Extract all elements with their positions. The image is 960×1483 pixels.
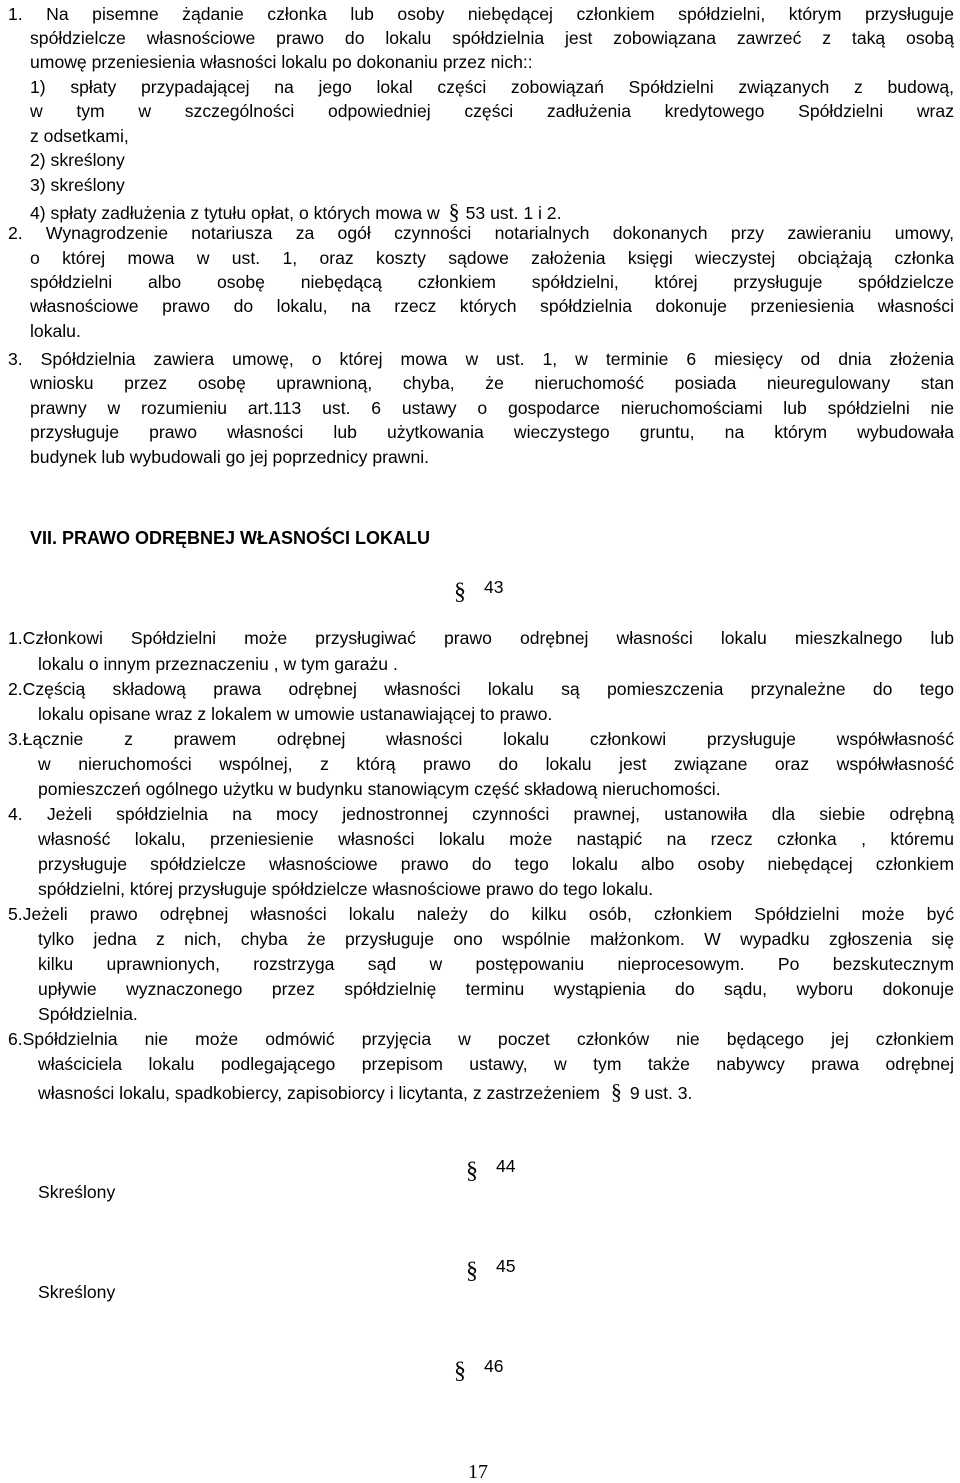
section-sign: § (466, 1158, 478, 1184)
text-line: tylko jedna z nich, chyba że przysługuje ono wspólnie małżonkom. W wypadku zgłoszenia się (38, 931, 954, 949)
text-line: spółdzielni, której przysługuje spółdzielcze własnościowe prawo do tego lokalu. (38, 879, 654, 899)
text-line: w nieruchomości wspólnej, z którą prawo do lokalu jest związane oraz współwłasność (38, 756, 954, 774)
chapter-heading: VII. PRAWO ODRĘBNEJ WŁASNOŚCI LOKALU (30, 528, 431, 548)
text-line: prawny w rozumieniu art.113 ust. 6 ustawy o gospodarce nieruchomościami lub spółdzielni nie (30, 400, 954, 418)
text-line: własność lokalu, przeniesienie własności lokalu może nastąpić na rzecz członka , któremu (38, 831, 954, 849)
text-fragment: 9 ust. 3. (629, 1083, 693, 1103)
text-line: przysługuje spółdzielcze własnościowe prawo do tego lokalu albo osoby niebędącej członkiem (38, 856, 954, 874)
text-line: Spółdzielnia. (38, 1004, 138, 1024)
text-line: 2) skreślony (30, 150, 125, 170)
text-line: 3. Spółdzielnia zawiera umowę, o której mowa w ust. 1, w terminie 6 miesięcy od dnia złożenia (8, 351, 954, 369)
section-sign: § (454, 1358, 466, 1384)
text-line: właściciela lokalu podlegającego przepisom ustawy, w tym także nabywcy prawa odrębnej (38, 1056, 954, 1074)
text-line: z odsetkami, (30, 126, 129, 146)
text-line: 2.Częścią składową prawa odrębnej własności lokalu są pomieszczenia przynależne do tego (8, 681, 954, 699)
text-line: 5.Jeżeli prawo odrębnej własności lokalu należy do kilku osób, członkiem Spółdzielni może być (8, 906, 954, 924)
text-line: umowę przeniesienia własności lokalu po dokonaniu przez nich:: (30, 52, 533, 72)
text-line: własnościowe prawo do lokalu, na rzecz których spółdzielnia dokonuje przeniesienia własności (30, 298, 954, 316)
section-number: 43 (484, 577, 504, 597)
text-line: 4. Jeżeli spółdzielnia na mocy jednostronnej czynności prawnej, ustanowiła dla siebie odrębną (8, 806, 954, 824)
section-sign: § (466, 1258, 478, 1284)
text-line: o której mowa w ust. 1, oraz koszty sądowe założenia księgi wieczystej obciążają członka (30, 250, 954, 268)
section-text: Skreślony (38, 1282, 116, 1302)
text-line: 3.Łącznie z prawem odrębnej własności lokalu członkowi przysługuje współwłasność (8, 731, 954, 749)
section-sign: § (448, 199, 460, 224)
text-line: lokalu. (30, 321, 81, 341)
text-fragment: własności lokalu, spadkobiercy, zapisobiorcy i licytanta, z zastrzeżeniem (38, 1083, 600, 1103)
text-line: wniosku przez osobę uprawnioną, chyba, że nieruchomość posiada nieuregulowany stan (30, 375, 954, 393)
text-line: 1. Na pisemne żądanie członka lub osoby niebędącej członkiem spółdzielni, którym przysługuje (8, 6, 954, 24)
section-text: Skreślony (38, 1182, 116, 1202)
text-line: 1.Członkowi Spółdzielni może przysługiwać prawo odrębnej własności lokalu mieszkalnego lub (8, 630, 954, 648)
text-fragment: 53 ust. 1 i 2. (465, 203, 562, 223)
text-line: 1) spłaty przypadającej na jego lokal części zobowiązań Spółdzielni związanych z budową, (30, 79, 954, 97)
text-line: lokalu o innym przeznaczeniu , w tym garażu . (38, 654, 398, 674)
section-number: 46 (484, 1356, 504, 1376)
text-line: 6.Spółdzielnia nie może odmówić przyjęcia w poczet członków nie będącego jej członkiem (8, 1031, 954, 1049)
text-line: budynek lub wybudowali go jej poprzednicy prawni. (30, 447, 430, 467)
text-line (38, 1081, 692, 1103)
text-line: przysługuje prawo własności lub użytkowania wieczystego gruntu, na którym wybudowała (30, 424, 954, 442)
section-marker (454, 579, 504, 604)
text-line: w tym w szczególności odpowiedniej części zadłużenia kredytowego Spółdzielni wraz (30, 103, 954, 121)
section-marker (466, 1158, 516, 1183)
page-number: 17 (468, 1461, 488, 1483)
text-line: lokalu opisane wraz z lokalem w umowie ustanawiającej to prawo. (38, 704, 553, 724)
text-line: pomieszczeń ogólnego użytku w budynku stanowiącym część składową nieruchomości. (38, 779, 721, 799)
section-number: 44 (496, 1156, 516, 1176)
text-line: spółdzielni albo osobę niebędącą członkiem spółdzielni, której przysługuje spółdzielcze (30, 274, 954, 292)
section-number: 45 (496, 1256, 516, 1276)
text-line: spółdzielcze własnościowe prawo do lokalu spółdzielnia jest zobowiązana zawrzeć z taką osobą (30, 30, 954, 48)
section-marker (454, 1358, 504, 1383)
section-sign: § (454, 579, 466, 605)
text-line (30, 201, 561, 223)
text-line: kilku uprawnionych, rozstrzyga sąd w postępowaniu nieprocesowym. Po bezskutecznym (38, 956, 954, 974)
text-line: upływie wyznaczonego przez spółdzielnię terminu wystąpienia do sądu, wyboru dokonuje (38, 981, 954, 999)
section-sign: § (610, 1079, 622, 1104)
text-line: 3) skreślony (30, 175, 125, 195)
text-fragment: 4) spłaty zadłużenia z tytułu opłat, o których mowa w (30, 203, 440, 223)
section-marker (466, 1258, 516, 1283)
text-line: 2. Wynagrodzenie notariusza za ogół czynności notarialnych dokonanych przy zawieraniu umowy, (8, 225, 954, 243)
